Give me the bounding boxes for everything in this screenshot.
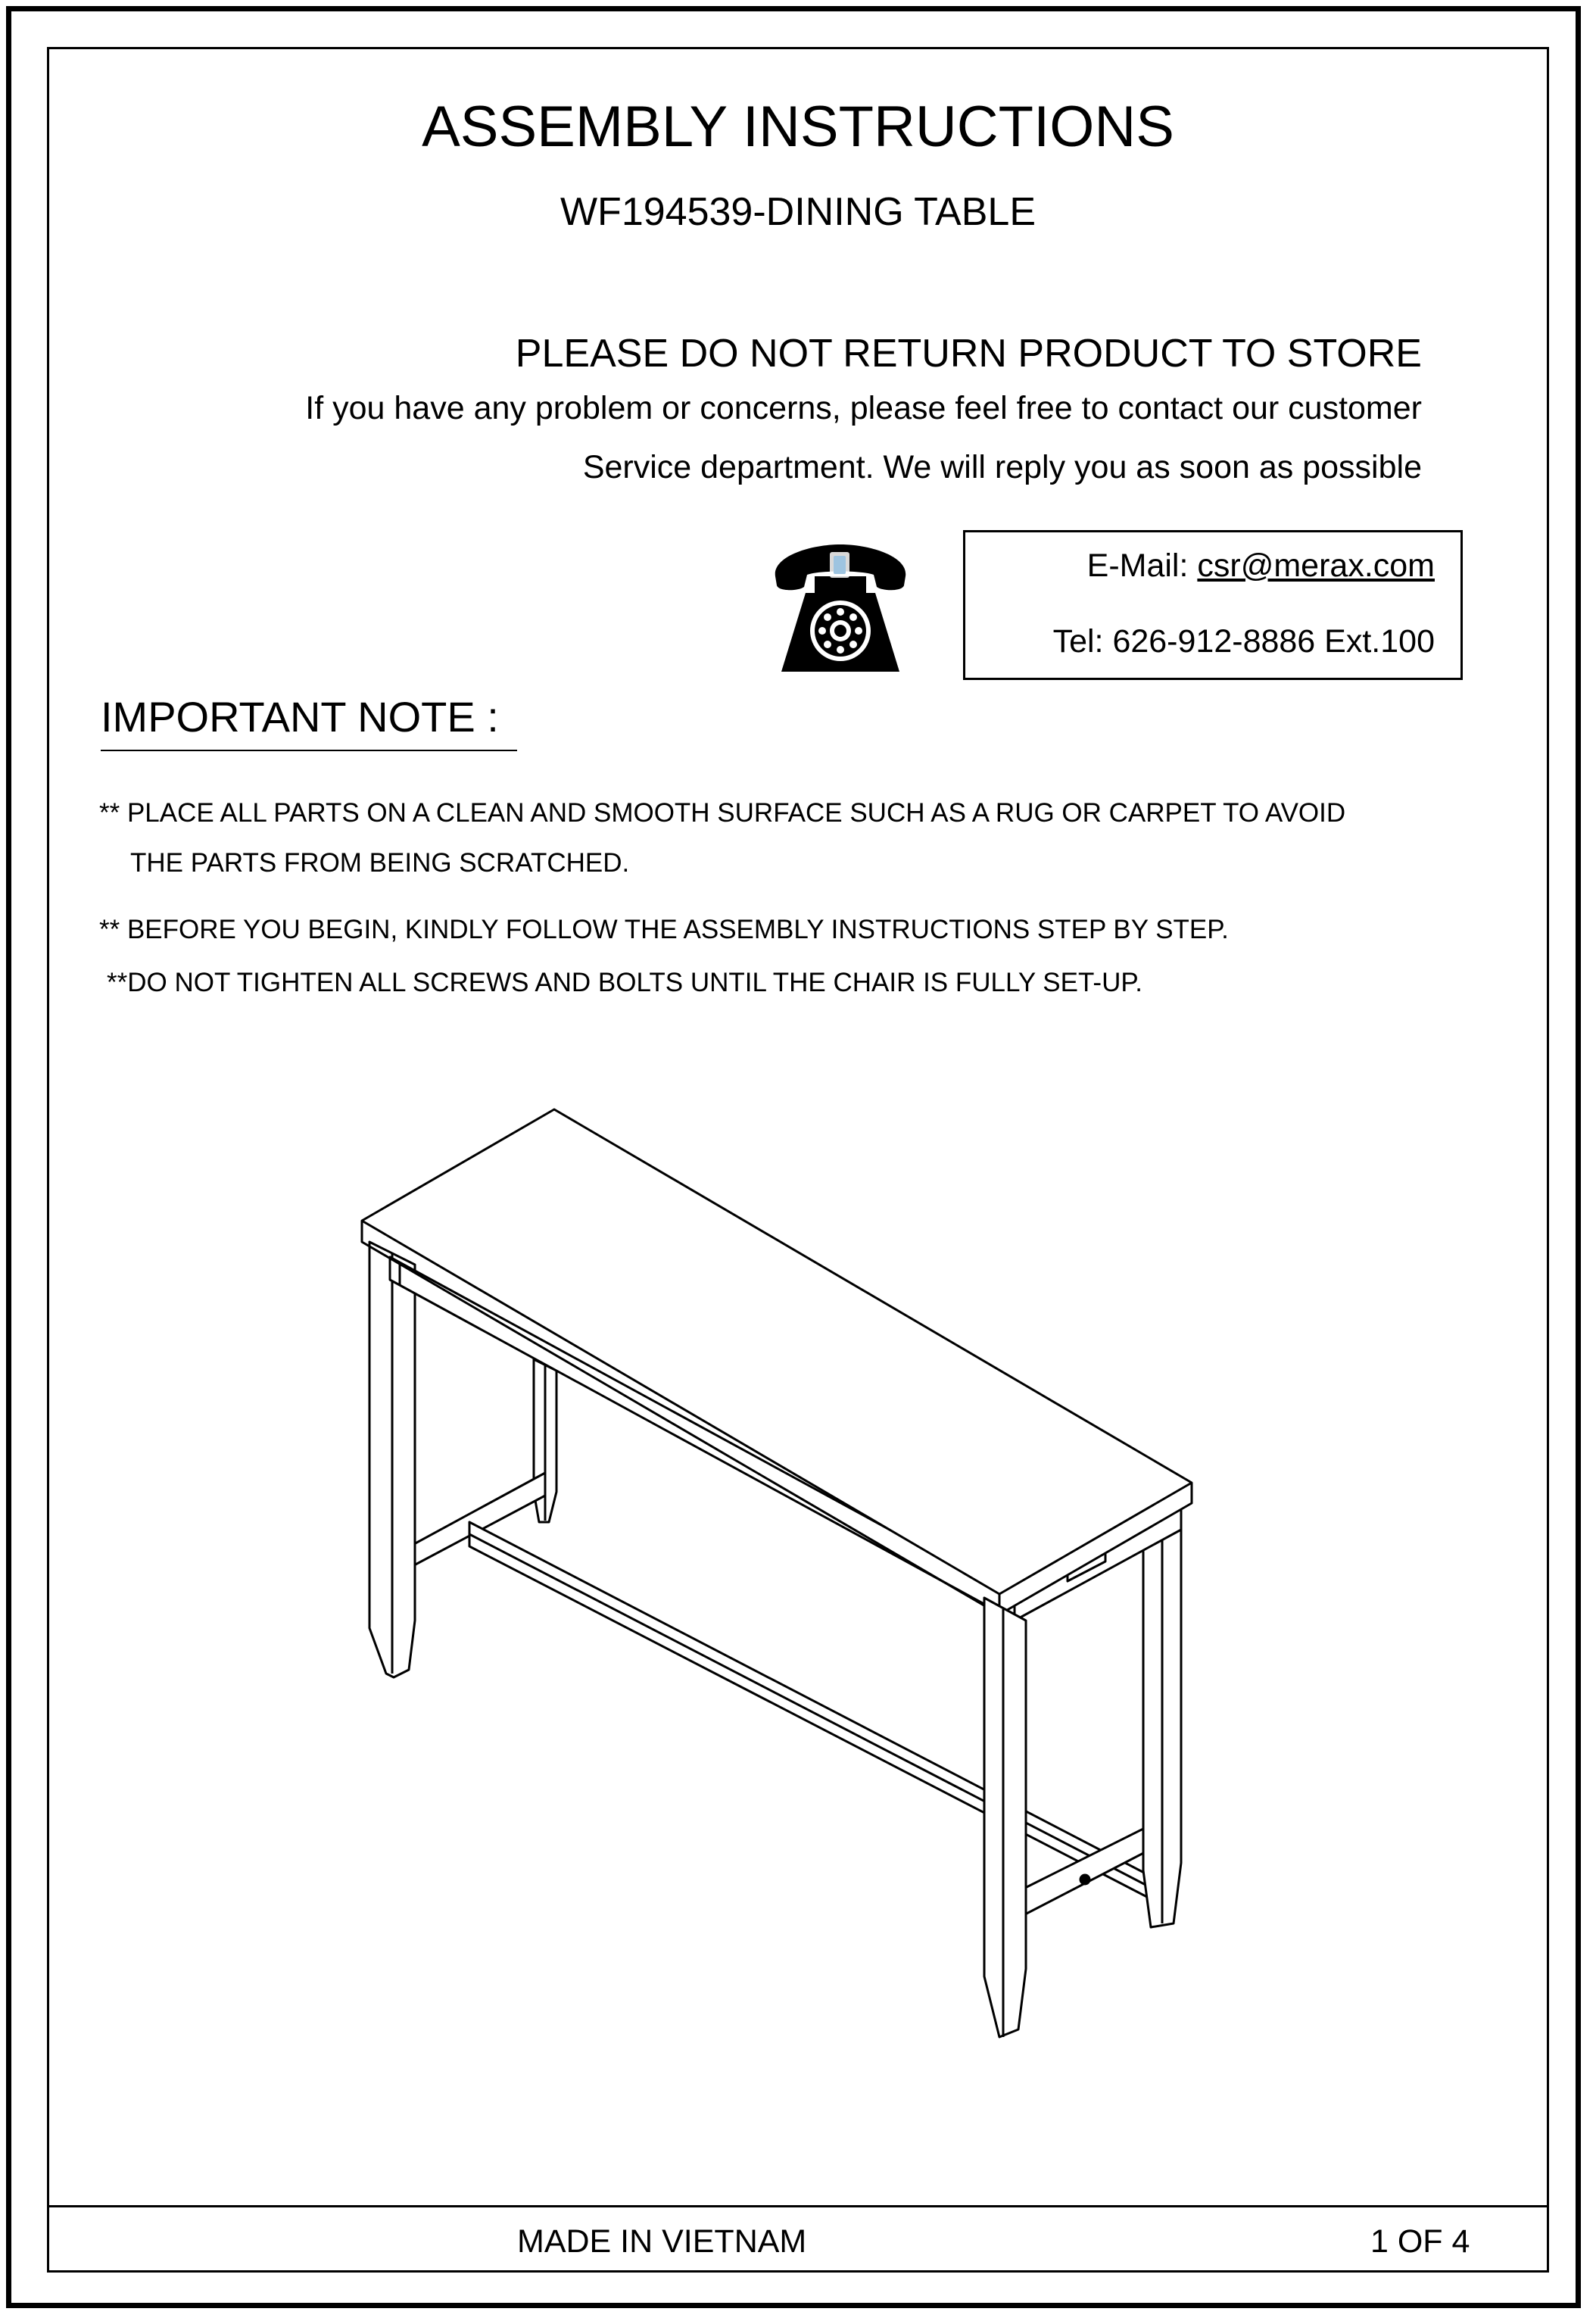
email-label: E-Mail: — [1086, 547, 1198, 584]
footer-divider — [47, 2205, 1549, 2207]
contact-info-box — [963, 530, 1463, 680]
email-link[interactable]: csr@merax.com — [1197, 547, 1435, 584]
important-note-heading: IMPORTANT NOTE : — [101, 693, 499, 741]
contact-notice-line-2: Service department. We will reply you as soon as possible — [582, 449, 1422, 485]
note-3: **DO NOT TIGHTEN ALL SCREWS AND BOLTS UNTIL THE CHAIR IS FULLY SET-UP. — [107, 968, 1142, 997]
email-line — [1087, 547, 1435, 585]
important-note-underline — [101, 750, 517, 751]
contact-notice-line-1: If you have any problem or concerns, please feel free to contact our customer — [305, 390, 1422, 426]
page-number: 1 OF 4 — [1370, 2223, 1470, 2260]
telephone-number: Tel: 626-912-8886 Ext.100 — [1052, 623, 1435, 660]
telephone-icon — [765, 541, 916, 678]
page-title: ASSEMBLY INSTRUCTIONS — [422, 95, 1174, 159]
note-1-line-1: ** PLACE ALL PARTS ON A CLEAN AND SMOOTH SURFACE SUCH AS A RUG OR CARPET TO AVOID — [99, 798, 1346, 828]
note-1-line-2: THE PARTS FROM BEING SCRATCHED. — [130, 848, 630, 878]
return-notice-heading: PLEASE DO NOT RETURN PRODUCT TO STORE — [515, 332, 1422, 376]
note-2: ** BEFORE YOU BEGIN, KINDLY FOLLOW THE ASSEMBLY INSTRUCTIONS STEP BY STEP. — [99, 915, 1229, 944]
origin-label: MADE IN VIETNAM — [517, 2223, 807, 2260]
product-subtitle: WF194539-DINING TABLE — [560, 190, 1036, 234]
dining-table-illustration — [333, 1090, 1211, 2075]
